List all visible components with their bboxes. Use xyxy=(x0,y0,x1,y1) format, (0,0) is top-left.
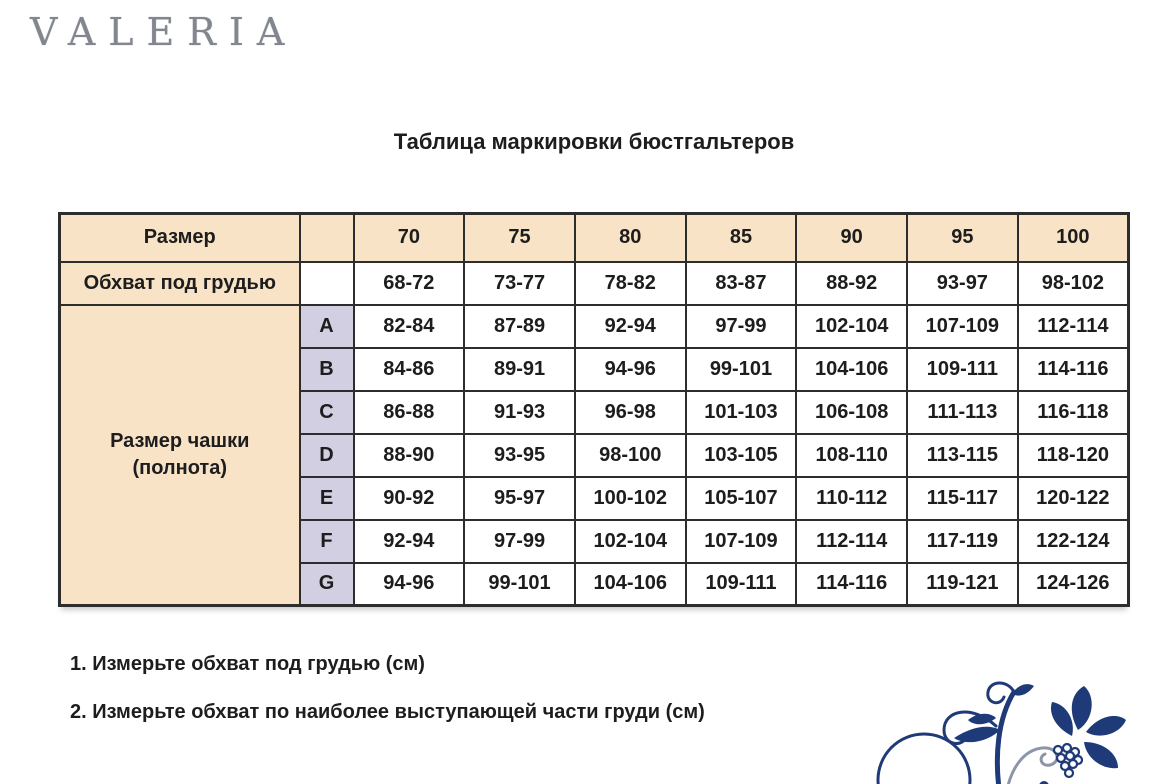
instruction-step: 1. Измерьте обхват под грудью (см) xyxy=(70,653,425,675)
bust-value: 96-98 xyxy=(575,391,686,434)
bust-value: 116-118 xyxy=(1018,391,1129,434)
underbust-value: 98-102 xyxy=(1018,262,1129,305)
cup-letter: C xyxy=(300,391,354,434)
bust-value: 104-106 xyxy=(796,348,907,391)
bust-value: 108-110 xyxy=(796,434,907,477)
bust-value: 120-122 xyxy=(1018,477,1129,520)
bust-value: 107-109 xyxy=(686,520,797,563)
bust-value: 124-126 xyxy=(1018,563,1129,606)
bust-value: 88-90 xyxy=(354,434,465,477)
size-col-header: 85 xyxy=(686,214,797,262)
bust-value: 99-101 xyxy=(686,348,797,391)
corner-cell xyxy=(300,214,354,262)
bust-value: 106-108 xyxy=(796,391,907,434)
bust-value: 110-112 xyxy=(796,477,907,520)
bust-value: 118-120 xyxy=(1018,434,1129,477)
bust-value: 92-94 xyxy=(575,305,686,348)
size-col-header: 75 xyxy=(464,214,575,262)
floral-flourish-ornament-icon xyxy=(872,676,1132,784)
bust-value: 84-86 xyxy=(354,348,465,391)
page-title: Таблица маркировки бюстгальтеров xyxy=(393,129,795,154)
underbust-value: 83-87 xyxy=(686,262,797,305)
cup-letter: G xyxy=(300,563,354,606)
bust-value: 97-99 xyxy=(686,305,797,348)
bust-value: 92-94 xyxy=(354,520,465,563)
brand-logo: VALERIA xyxy=(30,10,298,54)
underbust-value: 93-97 xyxy=(907,262,1018,305)
bust-value: 112-114 xyxy=(796,520,907,563)
cup-row-a xyxy=(60,305,1129,348)
bust-value: 112-114 xyxy=(1018,305,1129,348)
bust-value: 89-91 xyxy=(464,348,575,391)
bust-value: 93-95 xyxy=(464,434,575,477)
cup-letter: A xyxy=(300,305,354,348)
underbust-value: 73-77 xyxy=(464,262,575,305)
bust-value: 97-99 xyxy=(464,520,575,563)
bust-value: 90-92 xyxy=(354,477,465,520)
bust-value: 99-101 xyxy=(464,563,575,606)
bust-value: 107-109 xyxy=(907,305,1018,348)
bust-value: 114-116 xyxy=(796,563,907,606)
bust-value: 102-104 xyxy=(575,520,686,563)
bust-value: 115-117 xyxy=(907,477,1018,520)
bust-value: 98-100 xyxy=(575,434,686,477)
spacer-cell xyxy=(300,262,354,305)
bust-value: 114-116 xyxy=(1018,348,1129,391)
bust-value: 95-97 xyxy=(464,477,575,520)
bust-value: 100-102 xyxy=(575,477,686,520)
underbust-value: 68-72 xyxy=(354,262,465,305)
bust-value: 105-107 xyxy=(686,477,797,520)
bust-value: 104-106 xyxy=(575,563,686,606)
cup-block-label: Размер чашки (полнота) xyxy=(60,305,300,606)
bust-value: 82-84 xyxy=(354,305,465,348)
underbust-value: 78-82 xyxy=(575,262,686,305)
bust-value: 117-119 xyxy=(907,520,1018,563)
bust-value: 122-124 xyxy=(1018,520,1129,563)
underbust-value: 88-92 xyxy=(796,262,907,305)
bust-value: 94-96 xyxy=(575,348,686,391)
bust-value: 119-121 xyxy=(907,563,1018,606)
bust-value: 94-96 xyxy=(354,563,465,606)
size-col-header: 80 xyxy=(575,214,686,262)
size-col-header: 90 xyxy=(796,214,907,262)
underbust-row xyxy=(60,262,1129,305)
cup-letter: B xyxy=(300,348,354,391)
size-col-header: 95 xyxy=(907,214,1018,262)
instruction-step: 2. Измерьте обхват по наиболее выступающей части груди (см) xyxy=(70,701,705,723)
bra-size-chart-table xyxy=(58,212,1130,607)
size-col-header: 100 xyxy=(1018,214,1129,262)
bust-value: 87-89 xyxy=(464,305,575,348)
measurement-instructions xyxy=(70,653,705,749)
bust-value: 109-111 xyxy=(907,348,1018,391)
bust-value: 111-113 xyxy=(907,391,1018,434)
bust-value: 86-88 xyxy=(354,391,465,434)
bust-value: 102-104 xyxy=(796,305,907,348)
cup-letter: F xyxy=(300,520,354,563)
bust-value: 101-103 xyxy=(686,391,797,434)
cup-letter: E xyxy=(300,477,354,520)
bust-value: 91-93 xyxy=(464,391,575,434)
underbust-row-label: Обхват под грудью xyxy=(60,262,300,305)
size-row-label: Размер xyxy=(60,214,300,262)
bust-value: 113-115 xyxy=(907,434,1018,477)
bust-value: 103-105 xyxy=(686,434,797,477)
size-col-header: 70 xyxy=(354,214,465,262)
bust-value: 109-111 xyxy=(686,563,797,606)
size-header-row xyxy=(60,214,1129,262)
cup-letter: D xyxy=(300,434,354,477)
